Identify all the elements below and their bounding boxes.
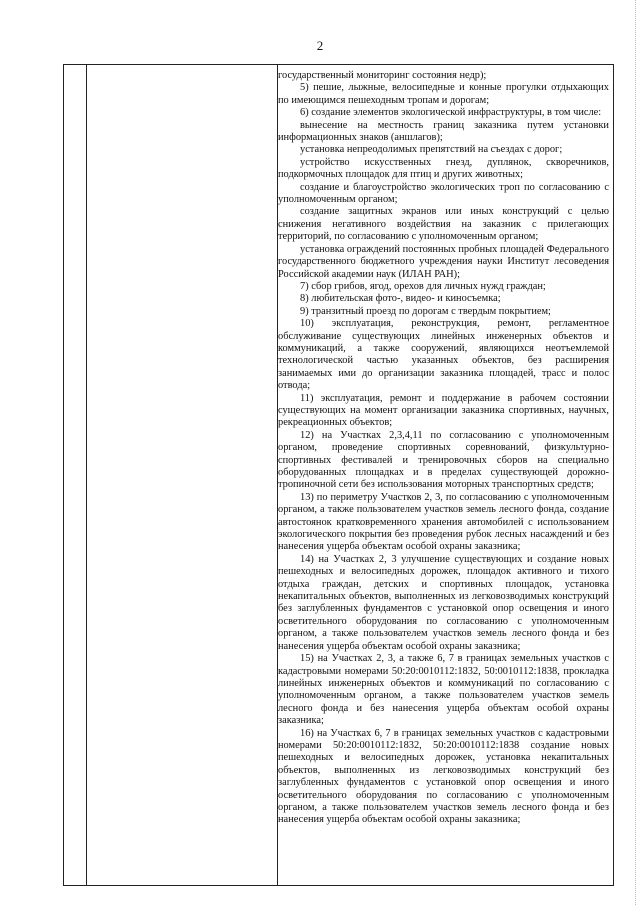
- column-divider-1: [86, 65, 87, 885]
- paragraph: 13) по периметру Участков 2, 3, по согласованию с уполномоченным органом, а также пользователем участков земель лесного фонда, создание автостоянок кратковременного хранения автомобилей с использованием экологического покрытия без проведения рубок лесных насаждений и без нанесения ущерба объектам особой охраны заказника;: [278, 491, 609, 553]
- paragraph: 6) создание элементов экологической инфраструктуры, в том числе:: [300, 107, 602, 119]
- paragraph: 10) эксплуатация, реконструкция, ремонт, регламентное обслуживание существующих линейных инженерных объектов и коммуникаций, а также сооружений, являющихся неотъемлемой технологической частью указанных объектов, без расширения занимаемых ими до организации заказника площадей, трасс и полос отвода;: [278, 318, 609, 392]
- paragraph: 11) эксплуатация, ремонт и поддержание в рабочем состоянии существующих на момент организации заказника спортивных, научных, рекреационных объектов;: [278, 392, 609, 429]
- paragraph: 8) любительская фото-, видео- и киносъемка;: [300, 293, 501, 305]
- paragraph: государственный мониторинг состояния недр);: [278, 70, 487, 81]
- paragraph: 14) на Участках 2, 3 улучшение существующих и создание новых пешеходных и велосипедных дорожек, площадок активного и тихого отдыха граждан, детских и спортивных площадок, установка некапитальных объектов, выполненных из легковозводимых конструкций без заглубленных фундаментов с установкой опор освещения и иного осветительного оборудования по согласованию с уполномоченным органом, а также пользователем участков земель лесного фонда и без нанесения ущерба объектам особой охраны заказника;: [278, 553, 609, 652]
- paragraph: создание и благоустройство экологических троп по согласованию с уполномоченным органом;: [278, 181, 609, 206]
- permitted-activities-cell: [278, 70, 609, 883]
- paragraph: 12) на Участках 2,3,4,11 по согласованию с уполномоченным органом, проведение спортивных соревнований, физкультурно-спортивных фестивалей и тренировочных сборов на специально оборудованных площадках и в пределах существующей дорожно-тропиночной сети без использования моторных транспортных средств;: [278, 429, 609, 491]
- page-number: 2: [316, 38, 324, 53]
- paragraph: 16) на Участках 6, 7 в границах земельных участков с кадастровыми номерами 50:20:0010112:1832, 50:20:0010112:1838 создание новых пешеходных и велосипедных дорожек, установка некапитальных объектов, выполненных из легковозводимых конструкций без заглубленных фундаментов с установкой опор освещения и иного осветительного оборудования по согласованию с уполномоченным органом, а также пользователем участков земель лесного фонда и без нанесения ущерба объектам особой охраны заказника;: [278, 727, 609, 826]
- paragraph: установка ограждений постоянных пробных площадей Федерального государственного бюджетного учреждения науки Институт лесоведения Российской академии наук (ИЛАН РАН);: [278, 243, 609, 280]
- paragraph: установка непреодолимых препятствий на съездах с дорог;: [300, 144, 563, 156]
- scan-edge-mark: [635, 0, 636, 905]
- paragraph: 9) транзитный проезд по дорогам с твердым покрытием;: [300, 305, 551, 317]
- paragraph: устройство искусственных гнезд, дуплянок, скворечников, подкормочных площадок для птиц и других животных;: [278, 156, 609, 181]
- paragraph: создание защитных экранов или иных конструкций с целью снижения негативного воздействия на заказник с прилегающих территорий, по согласованию с уполномоченным органом;: [278, 206, 609, 243]
- paragraph: вынесение на местность границ заказника путем установки информационных знаков (аншлагов);: [278, 119, 609, 144]
- paragraph: 15) на Участках 2, 3, а также 6, 7 в границах земельных участков с кадастровыми номерами 50:20:0010112:1832, 50:0010112:1838, прокладка линейных инженерных объектов и коммуникаций по согласованию с уполномоченным органом, а также пользователем участков земель лесного фонда и без нанесения ущерба объектам особой охраны заказника;: [278, 653, 609, 727]
- paragraph: 7) сбор грибов, ягод, орехов для личных нужд граждан;: [300, 280, 546, 292]
- paragraph: 5) пешие, лыжные, велосипедные и конные прогулки отдыхающих по имеющимся пешеходным тропам и дорогам;: [278, 82, 609, 106]
- regulation-table: [63, 64, 614, 886]
